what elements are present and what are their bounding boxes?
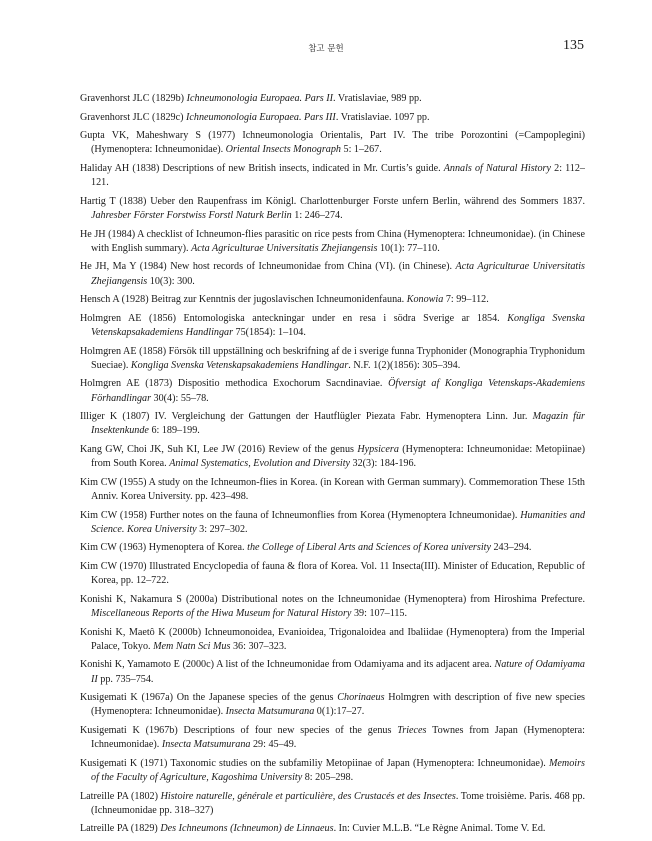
reference-entry <box>80 345 585 373</box>
reference-italic-segment: Acta Agriculturae Universitatis Zhejiangensis <box>91 261 585 287</box>
reference-entry <box>80 312 585 340</box>
reference-segment: Illiger K (1807) IV. Vergleichung der Gattungen der Hautflügler Piezata Fabr. Hymenoptera Linn. Jur. <box>80 411 533 423</box>
reference-segment: Gravenhorst JLC (1829c) <box>80 111 187 123</box>
reference-segment: 2: 112–121. <box>91 162 585 189</box>
reference-segment: 8: 205–298. <box>302 771 354 783</box>
reference-segment: Holmgren AE (1856) Entomologiska anteckningar under en resa i södra Sverige ar 1854. <box>80 312 508 324</box>
reference-entry <box>80 757 585 785</box>
page-header <box>0 38 652 58</box>
reference-segment: 10(3): 300. <box>147 275 195 287</box>
reference-segment: Kang GW, Choi JK, Suh KI, Lee JW (2016) Review of the genus <box>80 443 358 455</box>
reference-entry <box>80 691 585 719</box>
reference-italic-segment: Memoirs of the Faculty of Agriculture, Kagoshima University <box>91 757 585 783</box>
reference-segment: 243–294. <box>490 542 532 554</box>
reference-segment: He JH (1984) A checklist of Ichneumon-flies parasitic on rice pests from China (Hymenoptera: Ichneumonidae). (in Chinese with English summary). <box>80 228 585 254</box>
reference-segment: 6: 189–199. <box>148 425 200 437</box>
reference-segment: Kim CW (1963) Hymenoptera of Korea. <box>80 542 248 554</box>
reference-entry <box>80 111 585 125</box>
reference-segment: Holmgren AE (1858) Försök till uppställning och beskrifning af de i sverige funna Tryphonider (Monographia Tryphonidum Sueciae). <box>80 345 585 371</box>
reference-entry <box>80 377 585 405</box>
reference-italic-segment: Mem Natn Sci Mus <box>153 640 231 652</box>
reference-italic-segment: Humanities and Science. Korea University <box>91 509 586 535</box>
reference-segment: pp. 735–754. <box>97 673 154 685</box>
reference-italic-segment: Insecta Matsumurana <box>225 706 315 718</box>
reference-segment: Konishi K, Nakamura S (2000a) Distributional notes on the Ichneumonidae (Hymenoptera) from Hiroshima Prefecture. <box>80 593 585 605</box>
reference-entry <box>80 658 585 686</box>
reference-italic-segment: Kongliga Svenska Vetenskapsakademiens Handlingar <box>130 359 349 371</box>
reference-italic-segment: Konowia <box>406 294 444 306</box>
reference-entry <box>80 476 585 504</box>
reference-segment: Townes from Japan (Hymenoptera: Ichneumonidae). <box>91 724 585 751</box>
reference-italic-segment: Oriental Insects Monograph <box>225 144 341 156</box>
reference-segment: Hartig T (1838) Ueber den Raupenfrass im Königl. Charlottenburger Forste unfern Berlin, während des Sommers 1837. <box>80 195 585 207</box>
reference-entry <box>80 560 585 588</box>
reference-segment: 36: 307–323. <box>230 640 287 652</box>
reference-italic-segment: Öfversigt af Kongliga Vetenskaps-Akademiens Förhandlingar <box>91 378 585 404</box>
reference-entry <box>80 790 585 818</box>
reference-entry <box>80 195 585 223</box>
reference-segment: 7: 99–112. <box>443 294 489 306</box>
reference-entry <box>80 410 585 438</box>
reference-entry <box>80 162 585 190</box>
reference-segment: Kusigemati K (1967b) Descriptions of four new species of the genus <box>80 724 398 736</box>
reference-segment: . In: Cuvier M.L.B. “Le Règne Animal. Tome V. Ed. <box>333 823 546 835</box>
reference-entry <box>80 260 585 288</box>
reference-entry <box>80 293 585 307</box>
reference-segment: 29: 45–49. <box>250 739 297 751</box>
reference-italic-segment: Chorinaeus <box>337 692 385 704</box>
reference-entry <box>80 129 585 157</box>
running-title: 참고 문헌 <box>308 44 344 54</box>
reference-segment: . Vratislaviae. 1097 pp. <box>335 111 430 123</box>
reference-segment: Holmgren with description of five new species (Hymenoptera: Ichneumonidae). <box>91 692 586 718</box>
reference-segment: Haliday AH (1838) Descriptions of new British insects, indicated in Mr. Curtis’s guide. <box>80 162 444 174</box>
reference-segment: Gupta VK, Maheshwary S (1977) Ichneumonologia Orientalis, Part IV. The tribe Porozontini (=Campoplegini) (Hymenoptera: Ichneumonidae). <box>80 130 585 156</box>
reference-segment: . Vratislaviae, 989 pp. <box>333 93 422 104</box>
reference-italic-segment: Animal Systematics, Evolution and Diversity <box>169 458 350 470</box>
reference-segment: Kusigemati K (1967a) On the Japanese species of the genus <box>80 692 338 704</box>
reference-italic-segment: Ichneumonologia Europaea. Pars II <box>186 93 333 104</box>
reference-segment: . Tome troisième. Paris. 468 pp. (Ichneumonidae pp. 318–327) <box>91 790 586 816</box>
reference-italic-segment: Jahresber Förster Forstwiss Forstl Naturk Berlin <box>91 209 292 221</box>
reference-italic-segment: the College of Liberal Arts and Sciences of Korea university <box>247 542 491 554</box>
reference-segment: 3: 297–302. <box>196 523 248 535</box>
reference-segment: Kusigemati K (1971) Taxonomic studies on the subfamiliy Metopiinae of Japan (Hymenoptera: Ichneumonidae). <box>80 757 549 769</box>
reference-list <box>80 92 585 841</box>
reference-italic-segment: Des Ichneumons (Ichneumon) de Linnaeus <box>160 823 334 835</box>
reference-italic-segment: Acta Agriculturae Universitatis Zhejiangensis <box>191 242 378 254</box>
reference-entry <box>80 443 585 471</box>
reference-segment: 5: 1–267. <box>340 144 382 156</box>
reference-segment: . N.F. 1(2)(1856): 305–394. <box>348 359 461 371</box>
reference-segment: Kim CW (1955) A study on the Ichneumon-flies in Korea. (in Korean with German summary). Commemoration These 15th Anniv. Korea University. pp. 423–498. <box>80 476 585 502</box>
reference-segment: 75(1854): 1–104. <box>233 326 306 338</box>
reference-segment: Konishi K, Yamamoto E (2000c) A list of the Ichneumonidae from Odamiyama and its adjacent area. <box>80 659 495 671</box>
reference-segment: He JH, Ma Y (1984) New host records of Ichneumonidae from China (VI). (in Chinese). <box>80 261 456 273</box>
reference-segment: Konishi K, Maetô K (2000b) Ichneumonoidea, Evanioidea, Trigonaloidea and Ibaliidae (Hymenoptera) from the Imperial Palace, Tokyo. <box>80 626 585 652</box>
reference-entry <box>80 626 585 654</box>
reference-segment: Hensch A (1928) Beitrag zur Kenntnis der jugoslavischen Ichneumonidenfauna. <box>80 294 407 306</box>
reference-italic-segment: Trieces <box>397 724 427 736</box>
reference-italic-segment: Hypsicera <box>357 443 399 455</box>
reference-segment: 39: 107–115. <box>351 607 408 619</box>
reference-italic-segment: Ichneumonologia Europaea. Pars III <box>186 111 336 123</box>
reference-entry <box>80 822 585 836</box>
reference-segment: 30(4): 55–78. <box>151 392 209 404</box>
reference-italic-segment: Magazin für Insektenkunde <box>91 411 585 437</box>
reference-segment: Gravenhorst JLC (1829b) <box>80 93 187 104</box>
reference-segment: Latreille PA (1802) <box>80 790 161 802</box>
reference-italic-segment: Annals of Natural History <box>443 162 551 174</box>
reference-entry <box>80 593 585 621</box>
reference-italic-segment: Insecta Matsumurana <box>161 739 251 751</box>
reference-segment: 0(1):17–27. <box>314 706 365 718</box>
reference-segment: 10(1): 77–110. <box>377 242 440 254</box>
reference-entry <box>80 228 585 256</box>
reference-segment: Latreille PA (1829) <box>80 823 161 835</box>
reference-italic-segment: Histoire naturelle, générale et particulière, des Crustacés et des Insectes <box>160 790 456 802</box>
reference-italic-segment: Nature of Odamiyama II <box>91 659 585 685</box>
reference-italic-segment: Miscellaneous Reports of the Hiwa Museum for Natural History <box>91 607 352 619</box>
reference-segment: (Hymenoptera: Ichneumonidae: Metopiinae) from South Korea. <box>91 443 585 470</box>
reference-entry <box>80 509 585 537</box>
reference-segment: Kim CW (1958) Further notes on the fauna of Ichneumonflies from Korea (Hymenoptera Ichneumonidae). <box>80 509 521 521</box>
reference-segment: 1: 246–274. <box>291 209 343 221</box>
page-number: 135 <box>563 38 584 53</box>
reference-segment: Kim CW (1970) Illustrated Encyclopedia of fauna & flora of Korea. Vol. 11 Insecta(III). Minister of Education, Republic of Korea, pp. 12–722. <box>80 560 585 587</box>
reference-segment: Holmgren AE (1873) Dispositio methodica Exochorum Sacndinaviae. <box>80 378 389 390</box>
reference-entry <box>80 541 585 555</box>
reference-entry <box>80 724 585 752</box>
reference-segment: 32(3): 184-196. <box>350 458 417 470</box>
reference-entry <box>80 92 585 106</box>
reference-italic-segment: Kongliga Svenska Vetenskapsakademiens Handlingar <box>91 312 585 338</box>
